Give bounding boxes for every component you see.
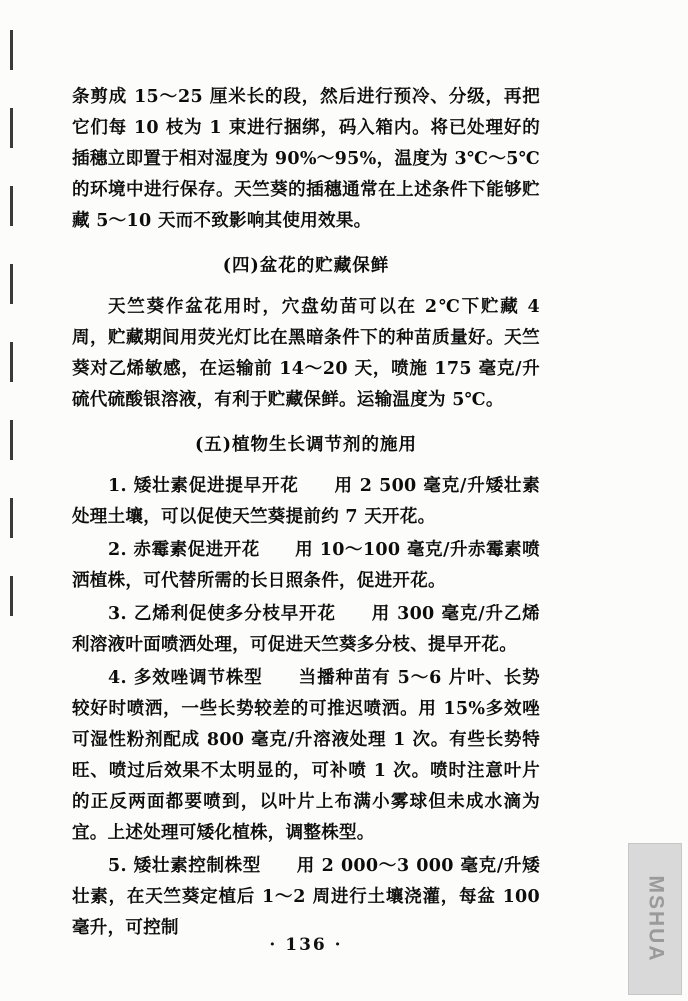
- margin-tick: [10, 186, 13, 226]
- list-item-label: 多效唑调节株型: [133, 668, 263, 688]
- list-item: [72, 663, 540, 849]
- margin-tick: [10, 30, 13, 70]
- list-item-text: 用 10～100 毫克/升赤霉素喷洒植株，可代替所需的长日照条件，促进开花。: [72, 540, 540, 591]
- list-item-number: 5.: [108, 856, 127, 876]
- list-item: [72, 851, 540, 944]
- list-item: [72, 535, 540, 597]
- list-item-number: 2.: [108, 540, 127, 560]
- list-item-label: 乙烯利促使多分枝早开花: [133, 604, 336, 624]
- list-item: [72, 471, 540, 533]
- list-item-label: 矮壮素促进提早开花: [133, 476, 299, 496]
- margin-tick: [10, 498, 13, 538]
- margin-tick: [10, 342, 13, 382]
- list-item-number: 1.: [108, 476, 127, 496]
- list-item-text: 用 300 毫克/升乙烯利溶液叶面喷洒处理，可促进天竺葵多分枝、提早开花。: [72, 604, 540, 655]
- page-number: · 136 ·: [269, 935, 343, 955]
- list-item: [72, 599, 540, 661]
- list-item-label: 赤霉素促进开花: [133, 540, 260, 560]
- list-item-number: 4.: [108, 668, 127, 688]
- list-item-text: 当播种苗有 5～6 片叶、长势较好时喷洒，一些长势较差的可推迟喷洒。用 15%多效唑可湿性粉剂配成 800 毫克/升溶液处理 1 次。有些长势特旺、喷过后效果不太明显的，可补喷 1 次。喷时注意叶片的正反两面都要喷到，以叶片上布满小雾球但未成水滴为宜。上述处理可矮化植株，调整株型。: [72, 668, 540, 843]
- margin-tick-marks: [10, 30, 14, 650]
- margin-tick: [10, 576, 13, 616]
- list-item-text: 用 2 000～3 000 毫克/升矮壮素，在天竺葵定植后 1～2 周进行土壤浇灌，每盆 100 毫升，可控制: [72, 856, 540, 938]
- page-body: [72, 82, 540, 946]
- section-heading-five: (五)植物生长调节剂的施用: [194, 435, 418, 455]
- list-item-text: 用 2 500 毫克/升矮壮素处理土壤，可以促使天竺葵提前约 7 天开花。: [72, 476, 541, 527]
- side-watermark-text: MSHUA: [644, 875, 667, 963]
- list-item-label: 矮壮素控制株型: [133, 856, 262, 876]
- side-watermark: [628, 843, 682, 995]
- margin-tick: [10, 108, 13, 148]
- margin-tick: [10, 264, 13, 304]
- list-item-number: 3.: [108, 604, 127, 624]
- paragraph-section-four: 天竺葵作盆花用时，穴盘幼苗可以在 2℃下贮藏 4 周，贮藏期间用荧光灯比在黑暗条件下的种苗质量好。天竺葵对乙烯敏感，在运输前 14～20 天，喷施 175 毫克/升硫代硫酸银溶液，有利于贮藏保鲜。运输温度为 5℃。: [72, 297, 540, 410]
- margin-tick: [10, 420, 13, 460]
- paragraph-intro: 条剪成 15～25 厘米长的段，然后进行预冷、分级，再把它们每 10 枝为 1 束进行捆绑，码入箱内。将已处理好的插穗立即置于相对湿度为 90%～95%，温度为 3℃～5℃的环境中进行保存。天竺葵的插穗通常在上述条件下能够贮藏 5～10 天而不致影响其使用效果。: [72, 87, 540, 231]
- section-heading-four: (四)盆花的贮藏保鲜: [222, 256, 390, 276]
